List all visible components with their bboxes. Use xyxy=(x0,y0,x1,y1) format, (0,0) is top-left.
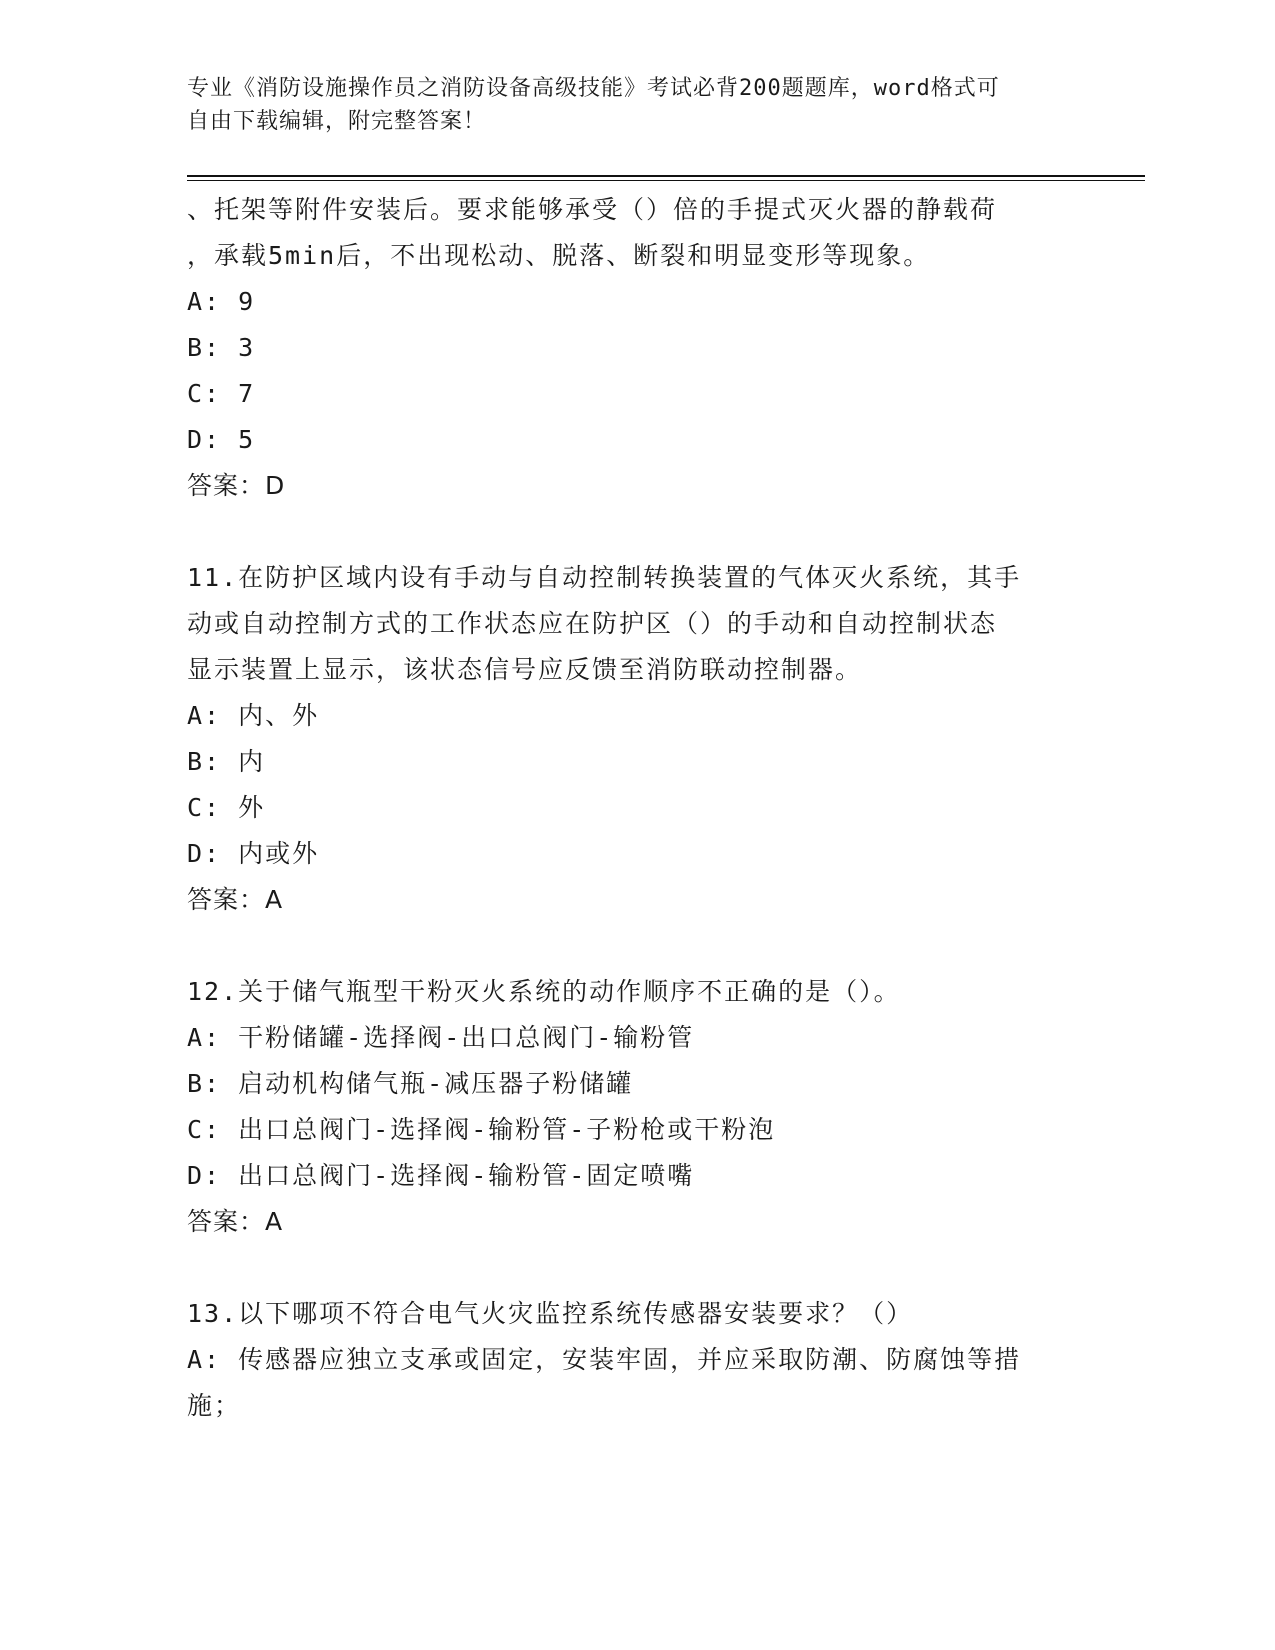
header-title-line2: 自由下载编辑，附完整答案！ xyxy=(187,109,487,134)
question-text: 12.关于储气瓶型干粉灭火系统的动作顺序不正确的是（）。 xyxy=(187,977,901,1006)
option-d: D: 内或外 xyxy=(187,839,320,868)
option-b: B: 内 xyxy=(187,747,266,776)
answer-line: 答案：A xyxy=(187,885,284,914)
spacer xyxy=(187,509,1087,555)
option-a-continued: 施； xyxy=(187,1391,242,1420)
question-text: 动或自动控制方式的工作状态应在防护区（）的手动和自动控制状态 xyxy=(187,609,998,638)
spacer xyxy=(187,1245,1087,1291)
question-10 xyxy=(187,187,1087,509)
option-c: C: 出口总阀门-选择阀-输粉管-子粉枪或干粉泡 xyxy=(187,1115,776,1144)
option-b: B: 启动机构储气瓶-减压器子粉储罐 xyxy=(187,1069,634,1098)
option-c: C: 外 xyxy=(187,793,266,822)
question-12 xyxy=(187,969,1087,1245)
question-11 xyxy=(187,555,1087,923)
option-b: B: 3 xyxy=(187,333,256,362)
spacer xyxy=(187,923,1087,969)
document-header xyxy=(187,72,1067,138)
question-list xyxy=(187,187,1087,1429)
header-divider xyxy=(187,175,1145,181)
option-c: C: 7 xyxy=(187,379,256,408)
option-a: A: 干粉储罐-选择阀-出口总阀门-输粉管 xyxy=(187,1023,695,1052)
question-text: 11.在防护区域内设有手动与自动控制转换装置的气体灭火系统，其手 xyxy=(187,563,1022,592)
answer-line: 答案：D xyxy=(187,471,286,500)
question-text: 、托架等附件安装后。要求能够承受（）倍的手提式灭火器的静载荷 xyxy=(187,195,998,224)
option-a: A: 传感器应独立支承或固定，安装牢固，并应采取防潮、防腐蚀等措 xyxy=(187,1345,1022,1374)
answer-line: 答案：A xyxy=(187,1207,284,1236)
option-a: A: 9 xyxy=(187,287,256,316)
option-a: A: 内、外 xyxy=(187,701,320,730)
question-13 xyxy=(187,1291,1087,1429)
header-title-line1: 专业《消防设施操作员之消防设备高级技能》考试必背200题题库，word格式可 xyxy=(187,76,1000,101)
question-text: ，承载5min后，不出现松动、脱落、断裂和明显变形等现象。 xyxy=(187,241,931,270)
option-d: D: 5 xyxy=(187,425,256,454)
question-text: 13.以下哪项不符合电气火灾监控系统传感器安装要求？（） xyxy=(187,1299,914,1328)
question-text: 显示装置上显示，该状态信号应反馈至消防联动控制器。 xyxy=(187,655,863,684)
option-d: D: 出口总阀门-选择阀-输粉管-固定喷嘴 xyxy=(187,1161,695,1190)
